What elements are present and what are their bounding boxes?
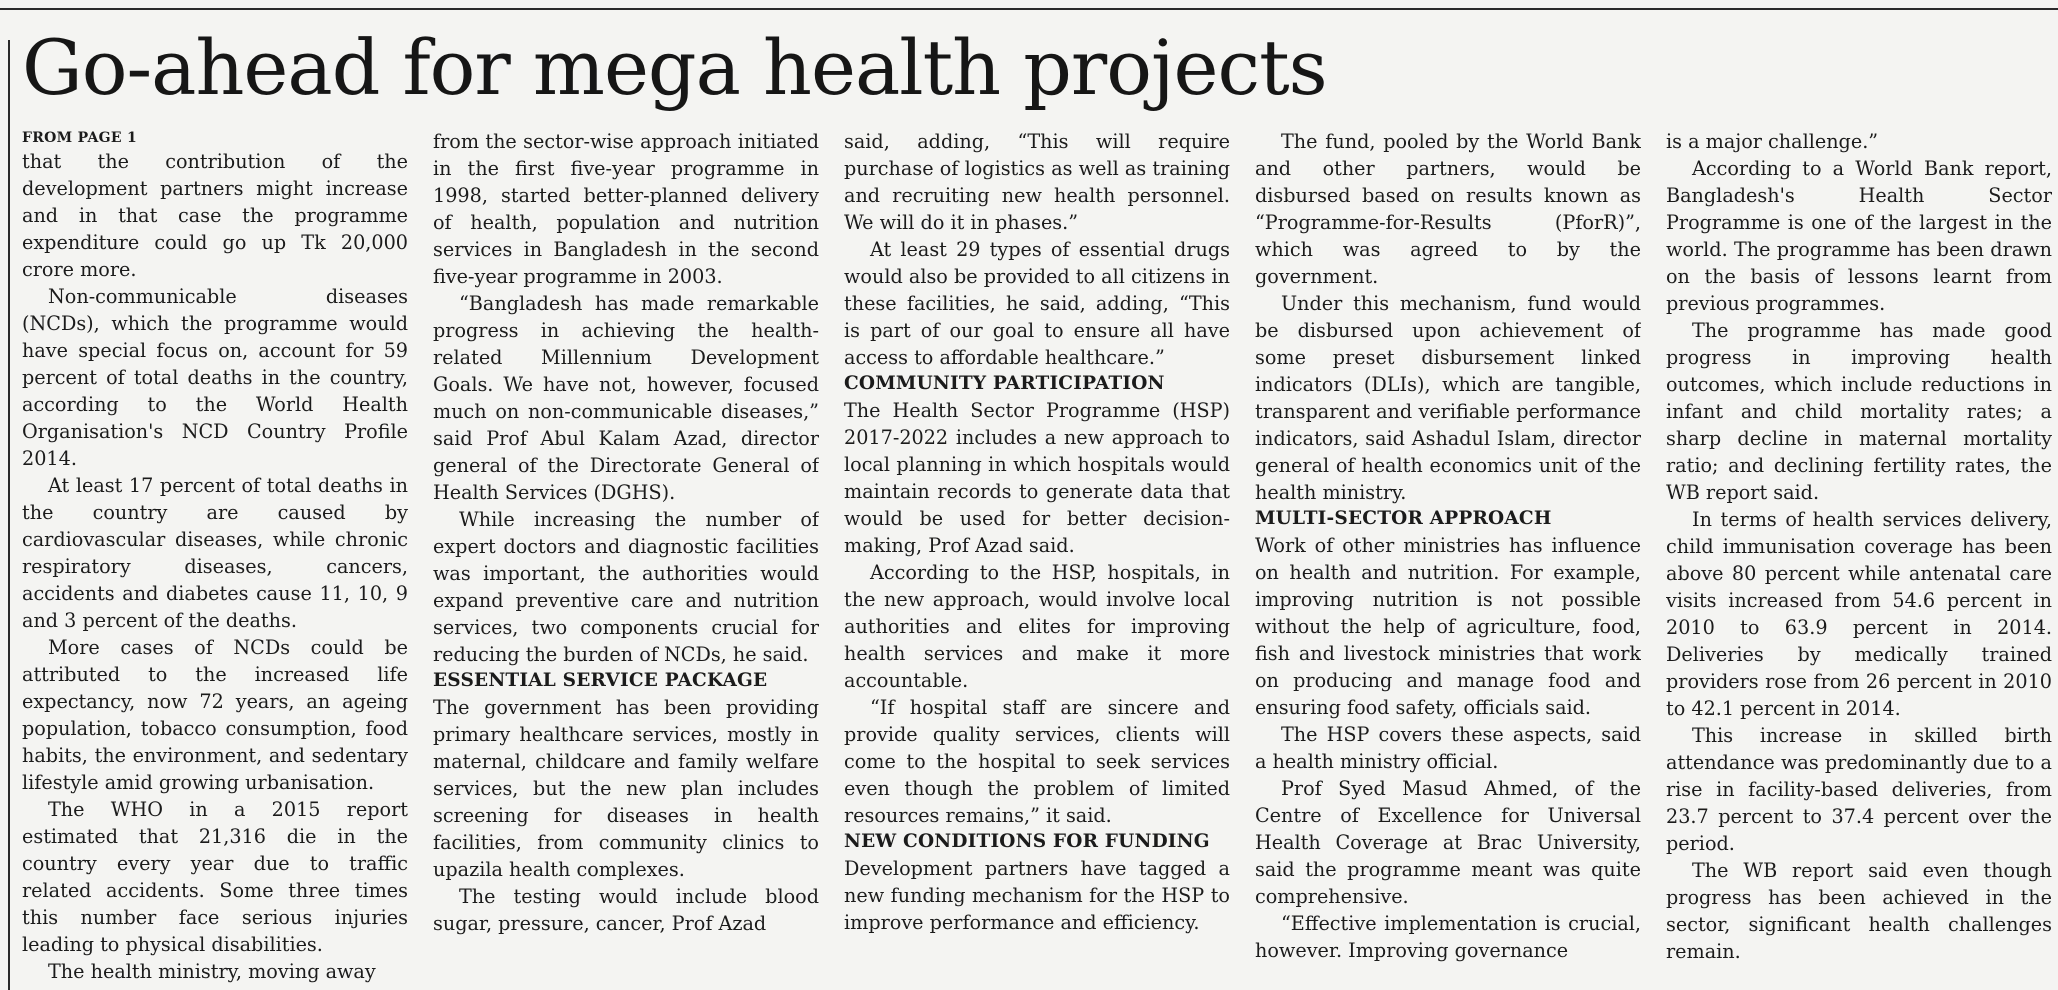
paragraph: The WB report said even though progress has been achieved in the sector, significant health challenges remain. — [1666, 859, 2052, 963]
paragraph: “If hospital staff are sincere and provide quality services, clients will come to the hospital to seek services even though the problem of limited resources remains,” it said. — [844, 696, 1230, 827]
paragraph: “Bangladesh has made remarkable progress in achieving the health-related Millennium Development Goals. We have not, however, focused much on non-communicable diseases,” said Prof Abul Kalam Azad, director general of the Directorate General of Health Services (DGHS). — [433, 292, 819, 504]
paragraph: The WHO in a 2015 report estimated that 21,316 die in the country every year due to traffic related accidents. Some three times this number face serious injuries leading to physical disabilities. — [22, 798, 408, 956]
article-body — [22, 128, 2052, 990]
left-rule — [8, 40, 10, 990]
section-subhead: MULTI-SECTOR APPROACH — [1255, 508, 1552, 529]
paragraph: Development partners have tagged a new funding mechanism for the HSP to improve performance and efficiency. — [844, 857, 1230, 934]
section-subhead: ESSENTIAL SERVICE PACKAGE — [433, 670, 768, 691]
paragraph: Work of other ministries has influence on health and nutrition. For example, improving nutrition is not possible without the help of agriculture, food, fish and livestock ministries that work on producing and manage food and ensuring food safety, officials said. — [1255, 534, 1641, 719]
paragraph: is a major challenge.” — [1666, 130, 1879, 153]
paragraph: The government has been providing primary healthcare services, mostly in maternal, childcare and family welfare services, but the new plan includes screening for diseases in health facilities, from community clinics to upazila health complexes. — [433, 696, 819, 881]
paragraph: At least 17 percent of total deaths in the country are caused by cardiovascular diseases, while chronic respiratory diseases, cancers, accidents and diabetes cause 11, 10, 9 and 3 percent of the deaths. — [22, 474, 408, 632]
paragraph: from the sector-wise approach initiated in the first five-year programme in 1998, started better-planned delivery of health, population and nutrition services in Bangladesh in the second five-year programme in 2003. — [433, 130, 819, 288]
paragraph: The health ministry, moving away — [48, 960, 376, 983]
paragraph: Prof Syed Masud Ahmed, of the Centre of Excellence for Universal Health Coverage at Brac University, said the programme meant was quite comprehensive. — [1255, 777, 1641, 908]
paragraph: Under this mechanism, fund would be disbursed upon achievement of some preset disbursement linked indicators (DLIs), which are tangible, transparent and verifiable performance indicators, said Ashadul Islam, director general of health economics unit of the health ministry. — [1255, 292, 1641, 504]
paragraph: that the contribution of the development partners might increase and in that case the programme expenditure could go up Tk 20,000 crore more. — [22, 150, 408, 281]
article-column — [433, 128, 819, 990]
article-column — [1666, 128, 2052, 990]
section-subhead: COMMUNITY PARTICIPATION — [844, 373, 1165, 394]
paragraph: This increase in skilled birth attendance was predominantly due to a rise in facility-based deliveries, from 23.7 percent to 37.4 percent over the period. — [1666, 724, 2052, 855]
paragraph: The Health Sector Programme (HSP) 2017-2022 includes a new approach to local planning in which hospitals would maintain records to generate data that would be used for better decision-making, Prof Azad said. — [844, 399, 1230, 557]
paragraph: Non-communicable diseases (NCDs), which the programme would have special focus on, account for 59 percent of total deaths in the country, according to the World Health Organisation's NCD Country Profile 2014. — [22, 285, 408, 470]
paragraph: The programme has made good progress in improving health outcomes, which include reductions in infant and child mortality rates; a sharp decline in maternal mortality ratio; and declining fertility rates, the WB report said. — [1666, 319, 2052, 504]
paragraph: “Effective implementation is crucial, however. Improving governance — [1255, 912, 1641, 962]
paragraph: More cases of NCDs could be attributed to the increased life expectancy, now 72 years, an ageing population, tobacco consumption, food habits, the environment, and sedentary lifestyle amid growing urbanisation. — [22, 636, 408, 794]
paragraph: While increasing the number of expert doctors and diagnostic facilities was important, the authorities would expand preventive care and nutrition services, two components crucial for reducing the burden of NCDs, he said. — [433, 508, 819, 666]
headline: Go-ahead for mega health projects — [22, 23, 1327, 112]
top-rule — [0, 8, 2058, 10]
paragraph: The HSP covers these aspects, said a health ministry official. — [1255, 723, 1641, 773]
article-column — [1255, 128, 1641, 990]
continuation-kicker: FROM PAGE 1 — [22, 130, 138, 146]
paragraph: At least 29 types of essential drugs would also be provided to all citizens in these facilities, he said, adding, “This is part of our goal to ensure all have access to affordable healthcare.” — [844, 238, 1230, 369]
paragraph: According to a World Bank report, Bangladesh's Health Sector Programme is one of the largest in the world. The programme has been drawn on the basis of lessons learnt from previous programmes. — [1666, 157, 2052, 315]
paragraph: According to the HSP, hospitals, in the new approach, would involve local authorities and elites for improving health services and make it more accountable. — [844, 561, 1230, 692]
paragraph: In terms of health services delivery, child immunisation coverage has been above 80 percent while antenatal care visits increased from 54.6 percent in 2010 to 63.9 percent in 2014. Deliveries by medically trained providers rose from 26 percent in 2010 to 42.1 percent in 2014. — [1666, 508, 2052, 720]
article-column — [844, 128, 1230, 990]
paragraph: said, adding, “This will require purchase of logistics as well as training and recruiting new health personnel. We will do it in phases.” — [844, 130, 1230, 234]
article-column — [22, 128, 408, 990]
paragraph: The fund, pooled by the World Bank and other partners, would be disbursed based on results known as “Programme-for-Results (PforR)”, which was agreed to by the government. — [1255, 130, 1641, 288]
paragraph: The testing would include blood sugar, pressure, cancer, Prof Azad — [433, 885, 819, 935]
section-subhead: NEW CONDITIONS FOR FUNDING — [844, 831, 1210, 852]
